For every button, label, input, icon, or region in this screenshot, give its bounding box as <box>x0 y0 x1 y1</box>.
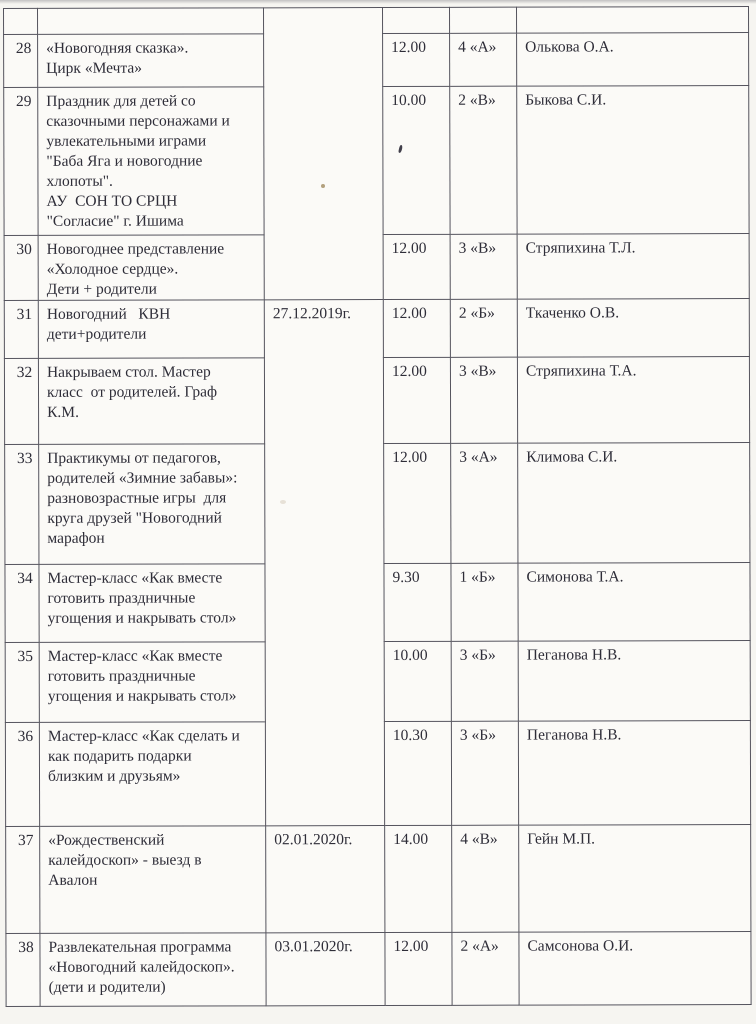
cell-num-stub <box>4 8 38 34</box>
cell-event: Развлекательная программа «Новогодний калейдоскоп». (дети и родители) <box>40 933 266 1007</box>
schedule-table <box>3 6 752 1007</box>
cell-grade: 4 «В» <box>452 825 519 932</box>
cell-time-stub <box>383 7 450 33</box>
cell-event: Мастер-класс «Как вместе готовить праздничные угощения и накрывать стол» <box>39 642 265 723</box>
cell-event: Новогоднее представление «Холодное сердце». Дети + родители <box>38 235 264 301</box>
cell-time: 12.00 <box>384 443 451 563</box>
cell-person: Климова С.И. <box>518 443 750 564</box>
cell-grade: 2 «В» <box>450 86 517 234</box>
cell-time: 12.00 <box>385 932 452 1005</box>
schedule-sheet <box>3 6 752 1007</box>
cell-grade: 3 «Б» <box>451 721 518 825</box>
cell-event: «Новогодняя сказка». Цирк «Мечта» <box>38 34 264 88</box>
cell-time: 12.00 <box>383 357 450 443</box>
cell-grade: 1 «Б» <box>451 563 518 641</box>
cell-grade: 3 «Б» <box>451 641 518 721</box>
cell-date: 02.01.2020г. <box>266 826 385 933</box>
cell-time: 9.30 <box>384 563 451 641</box>
cell-person-stub <box>516 7 748 34</box>
cell-person: Самсонова О.И. <box>519 932 751 1006</box>
cell-time: 10.00 <box>384 641 451 721</box>
cell-grade: 3 «В» <box>450 234 517 299</box>
cell-num: 28 <box>4 34 38 87</box>
cell-person: Гейн М.П. <box>519 825 751 933</box>
cell-num: 34 <box>5 564 39 642</box>
cell-num: 31 <box>4 300 38 358</box>
cell-person: Стряпихина Т.А. <box>517 357 749 444</box>
cell-num: 30 <box>4 235 38 300</box>
table-row <box>4 299 749 359</box>
cell-num: 38 <box>6 933 40 1006</box>
cell-event: «Рождественский калейдоскоп» - выезд в Авалон <box>40 826 266 934</box>
cell-event: Мастер-класс «Как сделать и как подарить подарки близким и друзьям» <box>39 722 265 827</box>
cell-grade: 2 «Б» <box>450 299 517 357</box>
cell-person: Симонова Т.А. <box>518 563 750 642</box>
cell-num: 33 <box>5 444 39 564</box>
cell-num: 37 <box>6 826 40 933</box>
cell-person: Быкова С.И. <box>517 86 749 235</box>
cell-time: 10.30 <box>384 721 451 825</box>
cell-grade: 3 «А» <box>451 443 518 563</box>
cell-date-merged-28-30 <box>264 8 384 300</box>
table-row-stub <box>4 7 749 35</box>
cell-event: Мастер-класс «Как вместе готовить праздничные угощения и накрывать стол» <box>39 564 265 643</box>
cell-time: 12.00 <box>383 33 450 86</box>
cell-grade: 2 «А» <box>452 932 519 1005</box>
cell-num: 36 <box>5 722 39 826</box>
cell-num: 29 <box>4 87 38 235</box>
cell-grade: 4 «А» <box>450 33 517 86</box>
cell-event: Накрываем стол. Мастер класс от родителей. Граф К.М. <box>38 358 264 445</box>
cell-time: 14.00 <box>385 825 452 932</box>
cell-event: Праздник для детей со сказочными персонажами и увлекательными играми "Баба Яга и новогодние хлопоты". АУ СОН ТО СРЦН "Согласие" г. Ишима <box>38 87 264 236</box>
cell-num: 35 <box>5 642 39 722</box>
cell-event: Новогодний КВН дети+родители <box>38 300 264 359</box>
cell-event: Практикумы от педагогов, родителей «Зимние забавы»: разновозрастные игры для круга друзей "Новогодний марафон <box>39 444 265 565</box>
cell-time: 12.00 <box>383 299 450 357</box>
cell-grade-stub <box>449 7 516 33</box>
cell-num: 32 <box>4 358 38 444</box>
cell-event-stub <box>38 8 264 35</box>
cell-person: Ткаченко О.В. <box>517 299 749 358</box>
table-row <box>6 932 751 1007</box>
scan-edge-artifact <box>0 0 756 4</box>
cell-grade: 3 «В» <box>450 357 517 443</box>
cell-date: 03.01.2020г. <box>266 933 385 1006</box>
cell-person: Пеганова Н.В. <box>518 721 750 826</box>
cell-date-merged-31-36: 27.12.2019г. <box>264 300 384 826</box>
cell-time: 12.00 <box>383 234 450 299</box>
table-row <box>6 825 751 934</box>
cell-person: Стряпихина Т.Л. <box>517 234 749 300</box>
cell-time: 10.00 <box>383 86 450 234</box>
cell-person: Пеганова Н.В. <box>518 641 750 722</box>
cell-person: Олькова О.А. <box>517 33 749 87</box>
